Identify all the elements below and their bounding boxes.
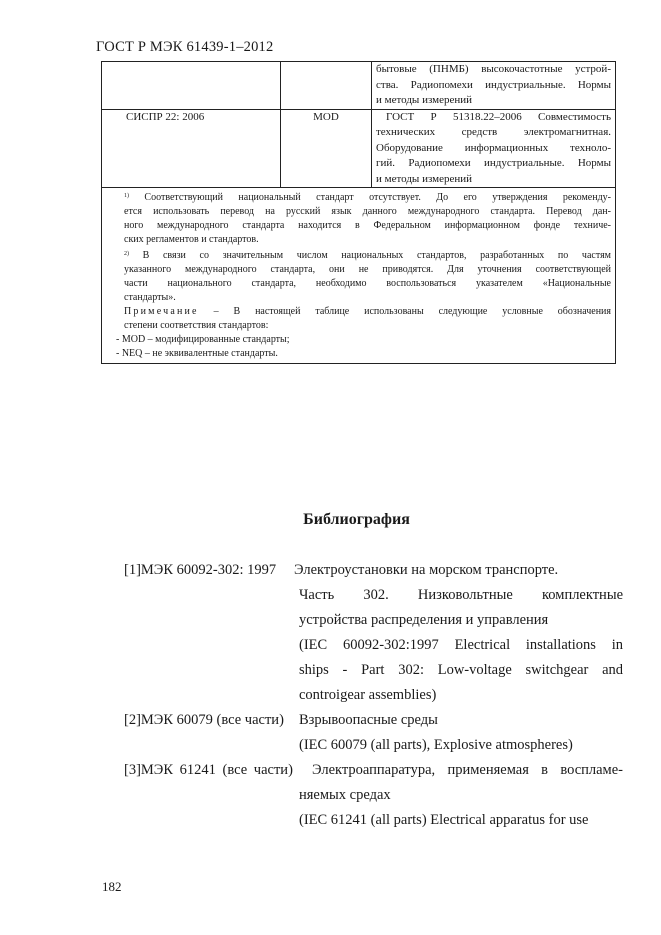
footnote-line: указанного международного стандарта, они не приводятся. Для уточнения соответствующей xyxy=(124,264,611,275)
cell-line: Оборудование информационных техноло- xyxy=(376,141,611,154)
cell-line: гий. Радиопомехи индустриальные. Нормы xyxy=(376,157,611,169)
bibliography-title: Библиография xyxy=(303,511,410,528)
cell-line: технических средств электромагнитная. xyxy=(376,126,611,138)
table-cell-national-standard xyxy=(372,109,616,188)
cell-line: ства. Радиопомехи индустриальные. Нормы xyxy=(376,78,611,91)
document-header: ГОСТ Р МЭК 61439-1–2012 xyxy=(96,39,274,55)
table-row-notes xyxy=(102,188,616,364)
note-label: Примечание xyxy=(124,306,199,317)
bibliography-ref: [1]МЭК 60092-302: 1997 xyxy=(124,562,277,578)
bibliography-line: Электроаппаратура, применяемая в воспламе- xyxy=(312,762,623,778)
standards-table xyxy=(101,61,616,364)
footnote-1 xyxy=(106,189,611,247)
cell-line: ГОСТ Р 51318.22–2006 Совместимость xyxy=(386,110,611,123)
footnote-line: ется использовать перевод на русский язык данного международного стандарта. Перевод дан- xyxy=(124,206,611,217)
table-footnotes xyxy=(102,188,616,364)
bibliography-line: Часть 302. Низковольтные комплектные xyxy=(299,587,623,603)
bibliography-line: ships - Part 302: Low-voltage switchgear and xyxy=(299,662,623,678)
table-cell-degree xyxy=(281,62,372,110)
bibliography-entry-3 xyxy=(124,758,623,783)
bibliography-line: (IEC 61241 (all parts) Electrical apparatus for use xyxy=(299,812,589,828)
footnote-line: Соответствующий национальный стандарт отсутствует. До его утверждения рекоменду- xyxy=(144,192,611,203)
bibliography-ref: [3]МЭК 61241 (все части) xyxy=(124,762,293,778)
footnote-mark: 2) xyxy=(124,251,129,257)
footnote-line: стандарты». xyxy=(124,292,176,303)
table-cell-national-standard xyxy=(372,62,616,110)
cell-line: бытовые (ПНМБ) высокочастотные устрой- xyxy=(376,63,611,75)
bibliography-list xyxy=(124,558,623,833)
footnote-mark: 1) xyxy=(124,193,129,199)
footnote-line: В связи со значительным числом национальных стандартов, разработанных по частям xyxy=(142,250,611,261)
table-cell-standard: СИСПР 22: 2006 xyxy=(102,109,281,188)
bibliography-line: Взрывоопасные среды xyxy=(299,712,438,728)
cell-line: и методы измерений xyxy=(376,94,473,106)
footnote-line: ских регламентов и стандартов. xyxy=(124,234,259,245)
note-line: степени соответствия стандартов: xyxy=(124,320,269,331)
bibliography-entry-1 xyxy=(124,558,623,583)
bibliography-line: Электроустановки на морском транспорте. xyxy=(294,562,559,578)
footnote-line: ного международного стандарта находится в Федеральном информационном фонде техниче- xyxy=(124,220,611,231)
note-item: - NEQ – не эквивалентные стандарты. xyxy=(116,348,278,359)
bibliography-line: (IEC 60079 (all parts), Explosive atmospheres) xyxy=(299,737,573,753)
cell-line: и методы измерений xyxy=(376,172,473,185)
bibliography-line: (IEC 60092-302:1997 Electrical installations in xyxy=(299,637,623,653)
table-cell-degree: MOD xyxy=(281,109,372,188)
footnote-line: части национального стандарта, необходимо воспользоваться указателем «Национальные xyxy=(124,278,611,289)
table-row xyxy=(102,109,616,188)
bibliography-entry-2 xyxy=(124,708,623,733)
note-line: – В настоящей таблице использованы следующие условные обозначения xyxy=(213,306,612,317)
table-cell-standard xyxy=(102,62,281,110)
note-item: - MOD – модифицированные стандарты; xyxy=(116,334,290,345)
bibliography-line: устройства распределения и управления xyxy=(299,612,549,628)
bibliography-ref: [2]МЭК 60079 (все части) xyxy=(124,712,284,728)
table-row xyxy=(102,62,616,110)
page-number: 182 xyxy=(102,879,122,894)
bibliography-line: controigear assemblies) xyxy=(299,687,437,703)
footnote-2 xyxy=(106,247,611,305)
table-note xyxy=(106,305,611,333)
bibliography-line: няемых средах xyxy=(299,787,391,803)
